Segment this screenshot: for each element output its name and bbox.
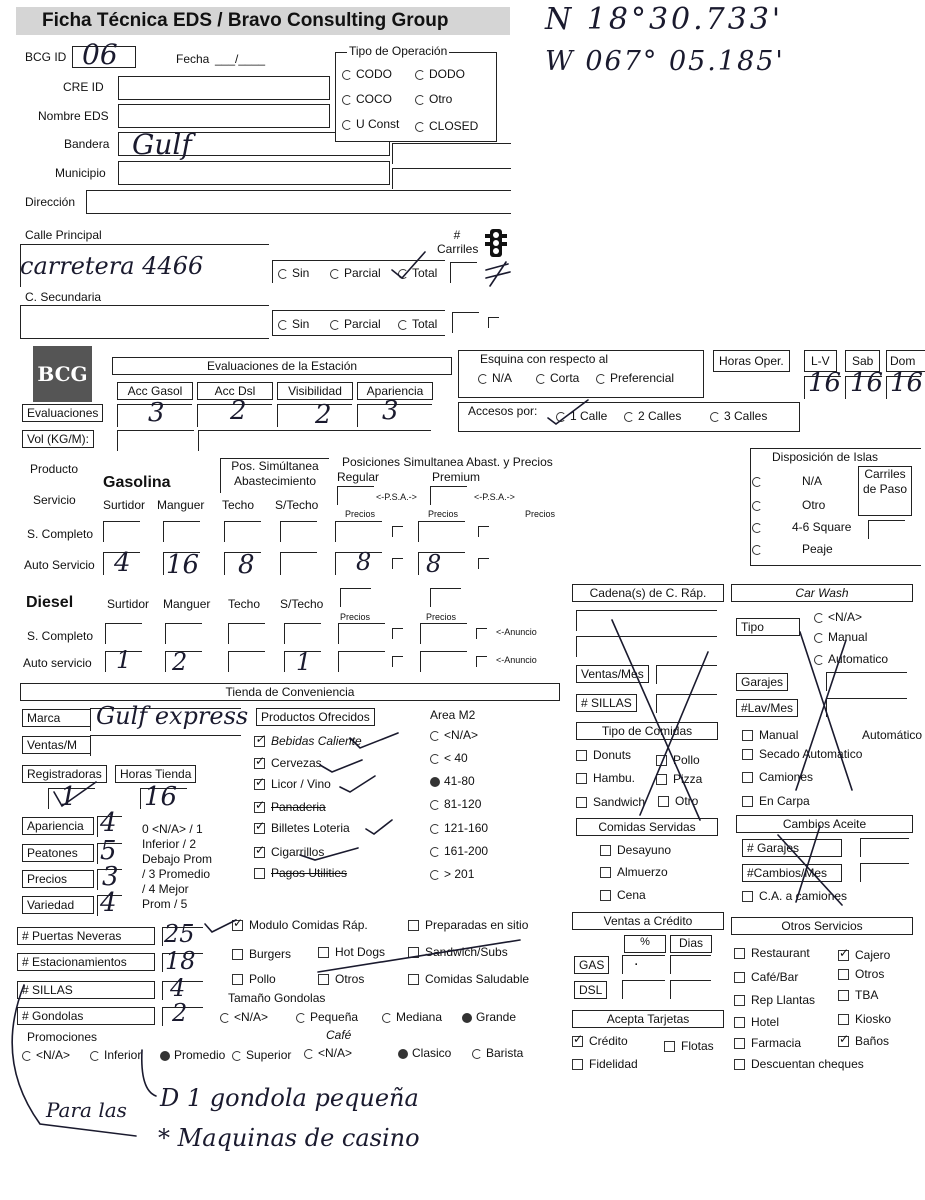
gas-col-surtidor: Surtidor [103,498,146,512]
esquina-na[interactable]: N/A [478,371,512,385]
carwash-manual[interactable]: Manual [814,630,867,644]
gondolas-label: # Gondolas [17,1007,155,1025]
gas-sc-surtidor[interactable] [103,521,140,542]
op-dodo[interactable]: DODO [415,67,465,81]
rating-precios-value: 3 [102,862,119,892]
comida-hambu[interactable]: Hambu. [576,771,635,785]
marca-label: Marca [22,709,92,727]
gas-sc-regular-check[interactable] [392,526,403,537]
gondolas-size-title: Tamaño Gondolas [228,991,326,1005]
extra-field-2[interactable] [392,168,511,189]
gas-sc-manguer[interactable] [163,521,200,542]
cadena-title: Cadena(s) de C. Ráp. [572,584,724,602]
gas-sc-premium[interactable] [418,521,465,542]
nombre-field[interactable] [118,104,330,128]
dsl-as-premium-check[interactable] [476,656,487,667]
prod-cervezas[interactable]: ✓Cervezas [254,756,322,770]
servida-almuerzo[interactable]: Almuerzo [600,865,668,879]
dsl-as-regular[interactable] [338,651,385,672]
carwash-automatico[interactable]: Automatico [814,652,888,666]
cadena-field-2[interactable] [576,636,717,657]
cadena-ventas-label: Ventas/Mes [576,665,649,683]
eval-col-acc-gasol: Acc Gasol [117,382,193,400]
horas-col-sab: Sab [845,350,880,372]
secundaria-parcial[interactable]: Parcial [330,317,381,331]
prod-pagos[interactable]: Pagos Utilities [254,866,347,880]
carwash-check-manual[interactable]: Manual [742,728,798,742]
rating-peatones-label: Peatones [22,844,94,862]
traffic-light-icon [483,228,509,260]
gas-col-manguer: Manguer [157,498,205,512]
puertas-value: 25 [164,920,195,948]
serv-hotel[interactable]: Hotel [734,1015,779,1029]
gas-sc-stecho[interactable] [280,521,317,542]
esquina-title: Esquina con respecto al [480,352,609,366]
coords-west: W 067° 05.185' [545,46,785,77]
gasolina-label: Gasolina [103,474,171,491]
islas-title: Disposición de Islas [772,450,879,464]
prod-bebidas[interactable]: ✓Bebidas Caliente [254,734,362,748]
islas-otro[interactable]: Otro [752,498,825,512]
vol-field-1[interactable] [117,430,194,451]
registradoras-label: Registradoras [22,765,107,783]
serv-restaurant[interactable]: Restaurant [734,946,810,960]
prod-panaderia[interactable]: ✓Panaderia [254,800,326,814]
area-81-120[interactable]: 81-120 [430,797,481,811]
carwash-title: Car Wash [731,584,913,602]
secundaria-total[interactable]: Total [398,317,437,331]
ca-camiones[interactable]: C.A. a camiones [742,889,847,903]
eval-acc-gasol-value: 3 [148,398,165,428]
puertas-label: # Puertas Neveras [17,927,155,945]
producto-label: Producto [30,462,79,476]
form-title: Ficha Técnica EDS / Bravo Consulting Group [16,7,510,35]
dsl-as-premium[interactable] [420,651,467,672]
carwash-tipo-label: Tipo [736,618,800,636]
gas-col-stecho: S/Techo [275,498,319,512]
calle-principal-value: carretera 4466 [20,252,204,280]
horas-oper-label: Horas Oper. [713,350,790,372]
dsl-psa-regular[interactable] [340,588,371,607]
psa-regular: <-P.S.A.-> [376,492,417,502]
dsl-sc-techo[interactable] [228,623,265,644]
vol-label: Vol (KG/M): [22,430,94,448]
nombre-label: Nombre EDS [38,109,109,123]
tipo-comidas-title: Tipo de Comidas [576,722,718,740]
rating-variedad-label: Variedad [22,896,94,914]
esquina-corta[interactable]: Corta [536,371,579,385]
servicio-label: Servicio [33,493,76,507]
credito-gas-dias[interactable] [670,955,711,974]
dsl-sc-surtidor[interactable] [105,623,142,644]
registradoras-value: 1 [60,782,77,812]
dsl-precios-premium: Precios [426,612,457,622]
op-codo[interactable]: CODO [342,67,392,81]
gondolas-value: 2 [172,999,188,1027]
cambios-mes-field[interactable] [860,863,909,882]
gas-as-premium-value: 8 [426,550,442,578]
servida-cena[interactable]: Cena [600,888,646,902]
area-161-200[interactable]: 161-200 [430,844,488,858]
diesel-label: Diesel [26,594,74,611]
horas-col-lv: L-V [804,350,837,372]
regular-psa-field[interactable] [337,486,374,505]
eval-col-visibilidad: Visibilidad [277,382,353,400]
tipo-operacion-title: Tipo de Operación [349,44,448,58]
mod-pollo[interactable]: Pollo [232,972,276,986]
principal-carriles-field[interactable] [450,262,477,283]
gondola-pequena[interactable]: Pequeña [296,1010,358,1024]
gas-sc-premium-check[interactable] [478,526,489,537]
municipio-field[interactable] [118,161,390,185]
gas-col-techo: Techo [222,498,255,512]
accesos-1-calle[interactable]: 1 Calle [556,409,607,423]
dsl-as-stecho-value: 1 [296,648,312,676]
prod-loteria[interactable]: ✓Billetes Loteria [254,821,350,835]
carriles-scribble [486,262,510,286]
horas-tienda-label: Horas Tienda [115,765,196,783]
horas-lv-value: 16 [808,368,842,398]
tarjeta-flotas[interactable]: Flotas [664,1039,714,1053]
tienda-sillas-label: # SILLAS [17,981,155,999]
direccion-label: Dirección [25,195,76,209]
credito-dsl-dias[interactable] [670,980,711,999]
credito-gas-label: GAS [574,956,609,974]
cambios-garajes-label: # Garajes [742,839,842,857]
scale-5: / 4 Mejor [142,882,189,896]
precios-premium: Precios [428,509,459,519]
islas-square[interactable]: 4-6 Square [752,520,851,534]
eval-col-acc-dsl: Acc Dsl [197,382,273,400]
carwash-na[interactable]: <N/A> [814,610,862,624]
horas-sab-value: 16 [850,368,884,398]
promo-inferior[interactable]: Inferior [90,1048,141,1062]
dsl-col-manguer: Manguer [163,597,211,611]
eval-col-apariencia: Apariencia [357,382,433,400]
area-121-160[interactable]: 121-160 [430,821,488,835]
carwash-garajes-field[interactable] [826,672,907,691]
area-40[interactable]: < 40 [430,751,468,765]
serv-farmacia[interactable]: Farmacia [734,1036,801,1050]
op-closed[interactable]: CLOSED [415,119,478,133]
cambios-aceite-title: Cambios Aceite [736,815,913,833]
islas-carriles-label: Carriles de Paso [858,466,912,516]
islas-na[interactable]: N/A [752,474,822,488]
serv-cajero[interactable]: ✓Cajero [838,948,890,962]
dsl-col-surtidor: Surtidor [107,597,150,611]
premium-label: Premium [432,470,481,484]
bandera-value: Gulf [132,128,192,161]
gondola-grande[interactable]: Grande [462,1010,516,1024]
credito-gas-dot: . [634,952,639,969]
credito-dsl-label: DSL [574,981,607,999]
area-title: Area M2 [430,708,476,722]
fecha-field[interactable]: ___/____ [215,52,266,66]
dsl-precios-regular: Precios [340,612,371,622]
mod-hotdogs[interactable]: Hot Dogs [318,945,385,959]
gas-sc-regular[interactable] [335,521,382,542]
note-side: Para las [46,1098,127,1122]
anuncio-2: <-Anuncio [496,655,537,665]
estacionamientos-label: # Estacionamientos [17,953,155,971]
carwash-check-camiones[interactable]: Camiones [742,770,813,784]
accesos-3-calles[interactable]: 3 Calles [710,409,767,423]
comida-sandwich[interactable]: Sandwich [576,795,645,809]
dsl-auto-label: Auto servicio [23,656,92,670]
dsl-sc-regular-check[interactable] [392,628,403,639]
note-line-2: * Maquinas de casino [158,1124,420,1152]
rating-apariencia-value: 4 [100,808,117,838]
carwash-lav-field[interactable] [826,698,907,717]
dsl-as-surtidor-value: 1 [116,646,132,674]
area-na[interactable]: <N/A> [430,728,478,742]
serv-banos[interactable]: ✓Baños [838,1034,889,1048]
evaluaciones-row-label: Evaluaciones [22,404,103,422]
gas-sc-techo[interactable] [224,521,261,542]
dsl-sc-premium-check[interactable] [476,628,487,639]
cafe-barista[interactable]: Barista [472,1046,523,1060]
carwash-lav-label: #Lav/Mes [736,699,798,717]
gas-as-stecho[interactable] [280,552,317,575]
rating-precios-label: Precios [22,870,94,888]
horas-dom-value: 16 [890,368,924,398]
gas-as-regular-check[interactable] [392,558,403,569]
carwash-check-secado[interactable]: Secado Automatico [742,747,862,761]
prod-licor[interactable]: ✓Licor / Vino [254,777,331,791]
serv-cheques[interactable]: Descuentan cheques [734,1057,864,1071]
serv-rep-llantas[interactable]: Rep Llantas [734,993,815,1007]
promo-promedio[interactable]: Promedio [160,1048,225,1062]
municipio-label: Municipio [55,166,106,180]
principal-total[interactable]: Total [398,266,437,280]
premium-psa-field[interactable] [430,486,467,505]
gas-as-manguer-value: 16 [166,550,200,580]
area-201[interactable]: > 201 [430,867,474,881]
credito-title: Ventas a Crédito [572,912,724,930]
direccion-field[interactable] [86,190,511,214]
prod-cigarrillos[interactable]: ✓Cigarrillos [254,845,324,859]
extra-field-1[interactable] [392,143,511,164]
cafe-title: Café [326,1028,352,1042]
op-coco[interactable]: COCO [342,92,392,106]
tienda-title: Tienda de Conveniencia [20,683,560,701]
comida-donuts[interactable]: Donuts [576,748,631,762]
serv-otros[interactable]: Otros [838,967,884,981]
scale-2: Inferior / 2 [142,837,197,851]
cadena-sillas-label: # SILLAS [576,694,637,712]
islas-carriles-field[interactable] [868,520,905,539]
otros-servicios-title: Otros Servicios [731,917,913,935]
marca-value: Gulf express [96,702,249,730]
calle-secundaria-label: C. Secundaria [25,290,102,304]
dsl-as-techo[interactable] [228,651,265,672]
secundaria-semaforo-check[interactable] [488,317,499,328]
check-licor [340,776,375,792]
estacionamientos-value: 18 [165,947,196,975]
ventas-m-field[interactable] [90,735,241,756]
gas-auto-label: Auto Servicio [24,558,95,572]
scale-4: / 3 Promedio [142,867,211,881]
anuncio-1: <-Anuncio [496,627,537,637]
eval-acc-dsl-value: 2 [230,396,247,426]
dsl-sc-manguer[interactable] [165,623,202,644]
cre-id-field[interactable] [118,76,330,100]
promo-superior[interactable]: Superior [232,1048,291,1062]
area-41-80[interactable]: 41-80 [430,774,475,788]
gondola-na[interactable]: <N/A> [220,1010,268,1024]
mod-burgers[interactable]: Burgers [232,947,291,961]
mod-sandwich[interactable]: Sandwich/Subs [408,945,508,959]
psa-premium: <-P.S.A.-> [474,492,515,502]
cadena-ventas-field[interactable] [656,665,717,684]
comidas-servidas-title: Comidas Servidas [576,818,718,836]
horas-col-dom: Dom [886,350,925,372]
op-otro[interactable]: Otro [415,92,452,106]
servida-desayuno[interactable]: Desayuno [600,843,671,857]
ventas-m-label: Ventas/M [22,736,92,754]
credito-dias-label: Dias [670,935,712,953]
calle-secundaria-field[interactable] [20,305,269,339]
check-loteria [366,820,392,834]
cadena-sillas-field[interactable] [656,694,717,713]
productos-title: Productos Ofrecidos [256,708,375,726]
dsl-col-techo: Techo [228,597,261,611]
calle-principal-label: Calle Principal [25,228,102,242]
horas-tienda-value: 16 [144,782,178,812]
scale-6: Prom / 5 [142,897,188,911]
modulo-comidas[interactable]: ✓Modulo Comidas Ráp. [232,918,368,932]
rating-variedad-value: 4 [100,888,117,918]
precios-regular: Precios [345,509,376,519]
scale-1: 0 <N/A> / 1 [142,822,203,836]
scale-3: Debajo Prom [142,852,213,866]
gas-as-surtidor-value: 4 [114,548,131,578]
tarjeta-fidelidad[interactable]: Fidelidad [572,1057,638,1071]
gas-as-techo-value: 8 [238,550,255,580]
gas-scompleto-label: S. Completo [27,527,94,541]
dsl-sc-stecho[interactable] [284,623,321,644]
fecha-label: Fecha [176,52,210,66]
gondola-mediana[interactable]: Mediana [382,1010,442,1024]
tarjeta-credito[interactable]: ✓Crédito [572,1034,628,1048]
check-cervezas [320,760,362,772]
pos-sim-label: Pos. Simúltanea Abastecimiento [220,458,329,493]
evaluaciones-title: Evaluaciones de la Estación [112,357,452,375]
mod-otros[interactable]: Otros [318,972,364,986]
dsl-sc-premium[interactable] [420,623,467,644]
carwash-check-carpa[interactable]: En Carpa [742,794,810,808]
credito-dsl-pct[interactable] [622,980,665,999]
rating-apariencia-label: Apariencia [22,817,94,835]
regular-label: Regular [337,470,380,484]
tarjetas-title: Acepta Tarjetas [572,1010,724,1028]
promociones-title: Promociones [27,1030,98,1044]
islas-peaje[interactable]: Peaje [752,542,833,556]
rating-peatones-value: 5 [100,836,117,866]
comida-otro[interactable]: Otro [658,794,698,808]
bandera-label: Bandera [64,137,110,151]
cadena-field-1[interactable] [576,610,717,631]
carwash-garajes-label: Garajes [736,673,788,691]
carwash-check-automatico[interactable]: Automático [862,728,923,742]
vol-field-2[interactable] [198,430,431,451]
serv-cafe-bar[interactable]: Café/Bar [734,970,798,984]
op-uconst[interactable]: U Const [342,117,399,131]
comida-pizza[interactable]: Pizza [656,772,702,786]
dsl-as-regular-check[interactable] [392,656,403,667]
cre-id-label: CRE ID [63,80,104,94]
cafe-clasico[interactable]: Clasico [398,1046,451,1060]
eval-visibilidad-value: 2 [315,400,332,430]
credito-gas-pct[interactable] [622,955,665,974]
preparadas-sitio[interactable]: Preparadas en sitio [408,918,528,932]
bcg-id-value: 06 [82,38,118,71]
comida-pollo[interactable]: Pollo [656,753,700,767]
note-line-1: D 1 gondola pequeña [160,1084,419,1112]
principal-sin[interactable]: Sin [278,266,309,280]
cambios-mes-label: #Cambios/Mes [742,864,842,882]
cafe-na[interactable]: <N/A> [304,1046,352,1060]
principal-parcial[interactable]: Parcial [330,266,381,280]
note-arrow-stroke [142,1050,156,1096]
dsl-sc-regular[interactable] [338,623,385,644]
precios-extra: Precios [525,509,556,519]
bcg-logo: BCG [33,346,92,402]
promo-na[interactable]: <N/A> [22,1048,70,1062]
dsl-col-stecho: S/Techo [280,597,324,611]
esquina-preferencial[interactable]: Preferencial [596,371,674,385]
serv-tba[interactable]: TBA [838,988,878,1002]
dsl-as-manguer-value: 2 [172,648,188,676]
bcg-id-label: BCG ID [25,50,67,64]
carriles-label: # Carriles [437,228,479,256]
tienda-sillas-value: 4 [170,974,186,1002]
gas-as-premium-check[interactable] [478,558,489,569]
credito-pct-label: % [624,935,666,953]
secundaria-sin[interactable]: Sin [278,317,309,331]
secundaria-carriles-field[interactable] [452,312,479,333]
pos-abast-label: Posiciones Simultanea Abast. y Precios [342,455,553,469]
gas-as-regular-value: 8 [356,548,372,576]
dsl-scompleto-label: S. Completo [27,629,94,643]
coords-north: N 18°30.733' [545,2,784,37]
accesos-2-calles[interactable]: 2 Calles [624,409,681,423]
accesos-label: Accesos por: [468,404,538,418]
mod-saludable[interactable]: Comidas Saludable [408,972,529,986]
serv-kiosko[interactable]: Kiosko [838,1012,891,1026]
cambios-garajes-field[interactable] [860,838,909,857]
dsl-psa-premium[interactable] [430,588,461,607]
eval-apariencia-value: 3 [382,396,399,426]
